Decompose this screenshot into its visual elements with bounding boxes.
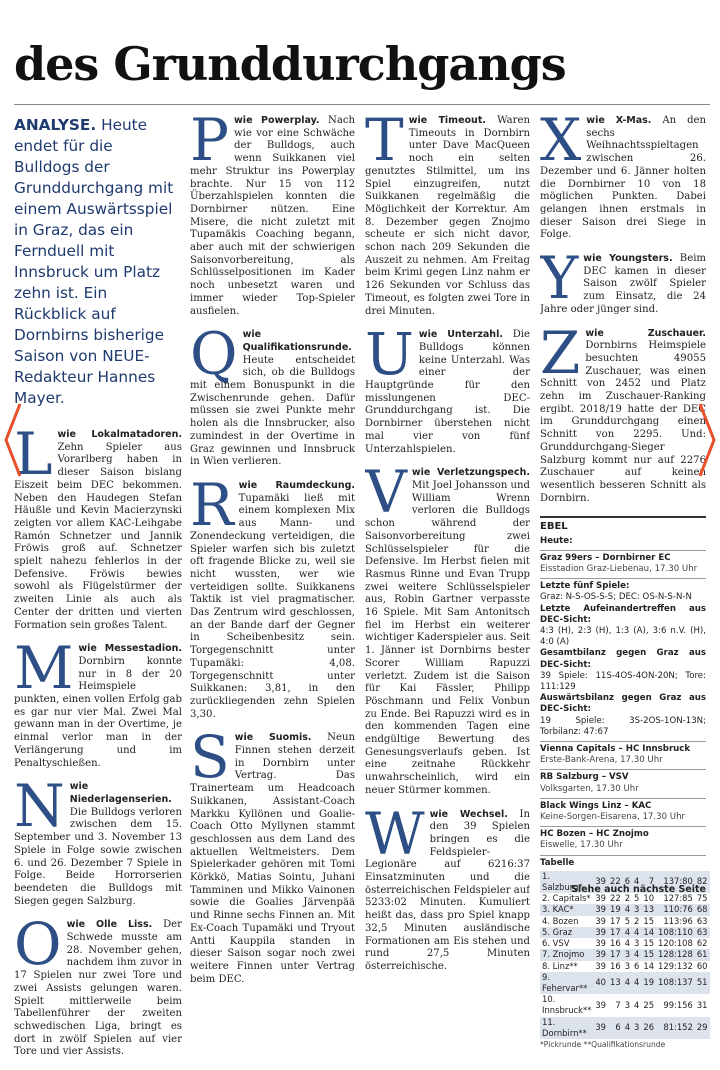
table-cell: 61 <box>696 949 708 960</box>
table-cell: 40 <box>593 972 608 994</box>
table-cell: 19 <box>610 904 621 915</box>
game <box>540 769 706 794</box>
table-cell: 25 <box>643 999 655 1010</box>
entry-y <box>540 253 706 317</box>
table-cell: 39 <box>595 938 607 949</box>
initial-letter: N <box>14 781 65 841</box>
entry-text: An den sechs Weihnachtsspieltagen zwischen 26. Dezember und 6. Jänner holten die Dornbirner 10 von 18 möglichen Punkten. Dabei gelangen ihnen erstmals in dieser Saison drei Siege in Folge. <box>540 115 706 241</box>
entry-text: Die Bulldogs verloren zwischen dem 15. September und 3. November 13 Spiele in Folge sowie zwischen 6. und 26. Dezember 7 Spiele in Folge. Beide Horrorserien beendeten die Bulldogs mit Siegen gegen Salzburg. <box>14 806 182 907</box>
table-cell: 16 <box>610 938 621 949</box>
table-label: Tabelle <box>540 855 706 869</box>
table-cell: 4 <box>634 926 640 937</box>
table-cell: 7 <box>641 871 656 893</box>
entry-keyword: wie Zuschauer. <box>585 327 706 339</box>
column-2 <box>190 115 355 997</box>
today-label: Heute: <box>540 535 573 546</box>
table-cell: 81:152 <box>656 1017 695 1039</box>
entry-s <box>190 732 355 986</box>
initial-letter: S <box>190 732 230 792</box>
table-cell: 108:110 <box>658 926 693 937</box>
table-cell: 17 <box>610 915 621 926</box>
initial-letter: V <box>365 467 407 527</box>
entry-text: Neun Finnen stehen derzeit in Dornbirn unter Vertrag. Das Trainerteam um Headcoach Suikkanen, Assistant-Coach Markku Kyllönen und Goalie-Coach Otto Myllynen stammt geschlossen aus dem Land des aktuellen Weltmeisters. Dem Spielerkader gehören mit Tomi Körkkö, Matias Sointu, Juhani Tamminen und Mikko Vainonen sowie die Goalies Järvenpää und Rinne sechs Finnen an. Mit Ex-Coach Tupamäki und Tryout Antti Kauppila standen in dieser Saison sogar noch zwei weitere Finnen unter Vertrag beim DEC. <box>190 732 355 985</box>
table-team: 9. Fehervar** <box>540 972 593 994</box>
table-team: 4. Bozen <box>542 915 579 926</box>
table-cell: 63 <box>696 926 708 937</box>
ebel-title: EBEL <box>540 516 706 532</box>
table-cell: 39 <box>595 949 607 960</box>
table-cell: 4 <box>632 972 641 994</box>
entry-u <box>365 329 530 456</box>
initial-letter: U <box>365 329 414 389</box>
entry-text: Der Schwede musste am 28. November gehen, nachdem ihm zuvor in 17 Spielen nur zwei Tore und zwei Assists gelungen waren. Spielt mittlerweile beim Tabellenführer der zweiten schwedischen Liga, bringt es dort in zwölf Spielen auf vier Tore und vier Assists. <box>14 919 182 1058</box>
entry-keyword: wie Unterzahl. <box>418 329 503 341</box>
entry-keyword: wie Suomis. <box>234 732 312 744</box>
entry-keyword: wie Niederlagenserien. <box>69 781 172 805</box>
table-cell: 19 <box>641 972 656 994</box>
game-teams: Black Wings Linz – KAC <box>540 800 652 811</box>
table-row <box>540 949 710 960</box>
game-teams: RB Salzburg – VSV <box>540 772 629 783</box>
entry-l <box>14 429 182 632</box>
table-cell: 51 <box>695 972 710 994</box>
table-cell: 62 <box>696 938 708 949</box>
table-cell: 68 <box>696 904 708 915</box>
table-cell: 16 <box>610 960 621 971</box>
entry-p <box>190 115 355 318</box>
initial-letter: Y <box>540 253 579 313</box>
table-cell: 3 <box>624 949 631 960</box>
table-row <box>540 961 710 972</box>
entry-text: Heute entscheidet sich, ob die Bulldogs mit einem Bonuspunkt in die Zwischenrunde gehen. Dafür müssen sie zwei Punkte mehr holen als die Innsbrucker, also zumindest in der Overtime in Graz gewinnen und Innsbruck in Wien verlieren. <box>190 354 355 468</box>
last5-label: Letzte fünf Spiele: <box>540 581 630 592</box>
entry-r <box>190 480 355 721</box>
table-cell: 4 <box>634 999 640 1010</box>
table-cell: 99:156 <box>663 999 693 1010</box>
headline-rule <box>14 104 710 105</box>
entry-x <box>540 115 706 242</box>
table-team: 2. Capitals* <box>542 893 591 904</box>
game <box>540 826 706 851</box>
table-cell: 3 <box>624 960 631 971</box>
entry-keyword: wie X-Mas. <box>586 115 652 126</box>
initial-letter: M <box>14 643 74 703</box>
table-cell: 127:85 <box>663 893 693 904</box>
table-cell: 3 <box>634 938 640 949</box>
entry-z <box>540 328 706 506</box>
table-cell: 4 <box>632 871 641 893</box>
table-cell: 60 <box>696 960 708 971</box>
headline: des Grunddurchgangs <box>14 37 566 91</box>
lead-paragraph <box>14 115 182 409</box>
game <box>540 798 706 823</box>
initial-letter: P <box>190 115 230 174</box>
continue-note: Siehe auch nächste Seite <box>571 884 706 895</box>
entry-text: Dornbirn konnte nur in 8 der 20 Heimspiele punkten, einen vollen Erfolg gab es gar nur vier Mal. Zwei Mal gewann man in der Overtime, je einmal verlor man in der Verlängerung und im Penaltyschießen. <box>14 655 182 769</box>
table-team: 5. Graz <box>540 927 593 938</box>
entry-keyword: wie Powerplay. <box>234 115 320 126</box>
entry-text: Mit Joel Johansson und William Wrenn verloren die Bulldogs schon während der Saisonvorbereitung zwei Schlüsselspieler für die Defensive. Im Herbst fielen mit Rasmus Rinne und Evan Trupp zwei weitere Schlüsselspieler aus, Robin Gartner verpasste 16 Spiele. Mit Sam Antonitsch fiel im Herbst ein weiterer wichtiger Kaderspieler aus. Seit 1. Jänner ist Dornbirns bester Scorer William Rapuzzi verletzt. Zudem ist die Saison für Kai Fässler, Philipp Pöschmann und Felix Vonbun zu Ende. Bei Rapuzzi wird es in den kommenden Tagen eine endgültige Bewertung des Genesungsverlaufs geben. Ist eine zeitnahe Rückkehr unwahrscheinlich, wird ein neuer Stürmer kommen. <box>365 479 530 796</box>
table-cell: 13 <box>608 972 623 994</box>
table-cell: 17 <box>610 926 621 937</box>
lead-label: ANALYSE. <box>14 116 97 134</box>
total-label: Gesamtbilanz gegen Graz aus DEC-Sicht: <box>540 648 706 670</box>
table-cell: 75 <box>696 893 708 904</box>
initial-letter: W <box>365 808 425 868</box>
table-cell: 39 <box>595 960 607 971</box>
table-cell: 110:76 <box>656 904 695 915</box>
table-cell: 5 <box>634 893 640 904</box>
initial-letter: O <box>14 919 62 979</box>
table-footnote: *Pickrunde **Qualifikationsrunde <box>540 1039 666 1049</box>
table-cell: 113:96 <box>663 915 693 926</box>
table-cell: 39 <box>595 893 607 904</box>
entry-n <box>14 781 182 908</box>
table-cell: 4 <box>623 1017 632 1039</box>
table-cell: 15 <box>643 938 655 949</box>
entry-v <box>365 467 530 797</box>
initial-letter: R <box>190 479 234 539</box>
game-teams: Vienna Capitals – HC Innsbruck <box>540 744 691 755</box>
table-row <box>540 927 710 938</box>
table-team: 11. Dornbirn** <box>540 1017 593 1039</box>
table-cell: 5 <box>624 915 631 926</box>
ebel-box <box>540 516 706 1050</box>
total-text: 39 Spiele: 11S-4OS-4ON-20N; Tore: 111:129 <box>540 670 706 693</box>
entry-t <box>365 115 530 318</box>
entry-keyword: wie Lokalmatadoren. <box>57 429 182 440</box>
duels-label: Letzte Aufeinandertreffen aus DEC-Sicht: <box>540 603 706 625</box>
table-row <box>540 972 710 994</box>
table-team: 3. KAC* <box>540 904 593 915</box>
game-teams: HC Bozen – HC Znojmo <box>540 829 649 840</box>
table-row <box>540 1017 710 1039</box>
initial-letter: X <box>540 115 582 174</box>
table-cell: 6 <box>634 960 640 971</box>
table-cell: 82 <box>695 871 710 893</box>
entry-text: Zehn Spieler aus Vorarlberg haben in dieser Saison bislang Eiszeit beim DEC bekommen. Neben den Haudegen Stefan Häußle und Kevin Macierzynski zeigten vor allem KAC-Leihgabe Ramón Schnetzer und Jannik Fröwis groß auf. Schnetzer spielt nahezu fehlerlos in der Defensive. Fröwis bewies sowohl als Flügelstürmer der zweiten Linie als auch als Center der dritten und vierten Formation sein großes Talent. <box>14 441 182 631</box>
table-team: 1. Salzburg* <box>540 871 593 893</box>
table-cell: 6 <box>623 871 632 893</box>
chevron-right-icon <box>696 400 718 480</box>
game-venue: Erste-Bank-Arena, 17.30 Uhr <box>540 755 663 766</box>
table-cell: 22 <box>608 871 623 893</box>
entry-o <box>14 919 182 1059</box>
table-cell: 2 <box>634 915 640 926</box>
table-cell: 4 <box>624 904 631 915</box>
table-cell: 128:128 <box>658 949 693 960</box>
entry-keyword: wie Messestadion. <box>78 643 182 655</box>
table-cell: 15 <box>643 949 655 960</box>
table-cell: 29 <box>695 1017 710 1039</box>
next-page-arrow[interactable] <box>696 400 718 480</box>
table-cell: 129:132 <box>658 960 693 971</box>
table-team: 7. Znojmo <box>540 949 593 960</box>
table-cell: 137:80 <box>656 871 695 893</box>
table-cell: 31 <box>696 999 708 1010</box>
game-teams: Graz 99ers – Dornbirner EC <box>540 552 671 563</box>
duels-text: 4:3 (H), 2:3 (H), 1:3 (A), 3:6 n.V. (H), 4:0 (A) <box>540 626 706 648</box>
game-venue: Keine-Sorgen-Eisarena, 17.30 Uhr <box>540 812 686 823</box>
table-cell: 3 <box>632 1017 641 1039</box>
entry-q <box>190 329 355 469</box>
table-cell: 10 <box>643 893 655 904</box>
initial-letter: Z <box>540 327 581 387</box>
table-row <box>540 938 710 949</box>
table-cell: 63 <box>696 915 708 926</box>
entry-keyword: wie Olle Liss. <box>66 919 153 931</box>
entry-keyword: wie Verletzungspech. <box>411 467 530 479</box>
table-cell: 7 <box>615 999 621 1010</box>
lead-text: Heute endet für die Bulldogs der Grunddurchgang mit einem Auswärtsspiel in Graz, das ein Fernduell mit Innsbruck um Platz zehn ist. Ein Rückblick auf Dornbirns bisherige Saison von NEUE-Redakteur Hannes Mayer. <box>14 116 174 407</box>
table-team: 6. VSV <box>542 938 570 949</box>
table-cell: 108:137 <box>656 972 695 994</box>
entry-keyword: wie Wechsel. <box>429 808 508 820</box>
entry-text: Nach wie vor eine Schwäche der Bulldogs, auch wenn Suikkanen viel mehr Struktur ins Powerplay brachte. Nur 15 von 112 Überzahlspielen konnten die Dornbirner nützen. Eine Misere, die nicht zuletzt mit Tupamäkis Coaching begann, aber auch mit der schwierigen Saisonvorbereitung, als Schlüsselpositionen im Kader noch unbesetzt waren und immer wieder Top-Spieler ausfielen. <box>190 115 355 317</box>
table-team: 10. Innsbruck** <box>542 994 592 1016</box>
table-cell: 2 <box>624 893 631 904</box>
entry-text: Tupamäki ließ mit einem komplexen Mix aus Mann- und Zonendeckung verteidigen, die Spieler warfen sich bis zuletzt oft fragende Blicke zu, weil sie nicht wussten, wer wie verteidigen sollte. Suikkanens Taktik ist viel pragmatischer. Das Zentrum wird geschlossen, an der Bande darf der Gegner in Scheibenbesitz sein. Torgegenschnitt unter Tupamäki: 4,08. Torgegenschnitt unter Suikkanen: 3,81, in den zurückliegenden zehn Spielen 3,30. <box>190 492 355 720</box>
last5-text: Graz: N-S-OS-S-S; DEC: OS-N-S-N-N <box>540 592 692 603</box>
entry-text: Beim DEC kamen in dieser Saison zwölf Spieler zum Einsatz, die 24 Jahre oder jünger sind. <box>540 253 706 315</box>
game-venue: Eiswelle, 17.30 Uhr <box>540 840 623 851</box>
entry-text: In den 39 Spielen bringen es die Feldspieler-Legionäre auf 6216:37 Einsatzminuten und die österreichischen Feldspieler auf 5233:02 Minuten. Kumuliert heißt das, dass pro Spiel knapp 32,5 Minuten ausländische Formationen am Eis stehen und rund 27,5 Minuten österreichische. <box>365 808 530 972</box>
column-4 <box>540 115 706 1050</box>
table-cell: 120:108 <box>658 938 693 949</box>
game <box>540 741 706 766</box>
table-cell: 14 <box>643 926 655 937</box>
entry-keyword: wie Timeout. <box>408 115 486 126</box>
table-cell: 39 <box>595 999 607 1010</box>
table-cell: 39 <box>593 871 608 893</box>
table-cell: 4 <box>623 972 632 994</box>
table-row <box>540 994 710 1016</box>
table-cell: 39 <box>593 1017 608 1039</box>
entry-w <box>365 809 530 974</box>
away-label: Auswärtsbilanz gegen Graz aus DEC-Sicht: <box>540 693 706 715</box>
entry-keyword: wie Youngsters. <box>583 253 673 265</box>
standings-table <box>540 871 710 1039</box>
table-row <box>540 904 710 915</box>
entry-keyword: wie Qualifikationsrunde. <box>242 329 352 353</box>
table-cell: 14 <box>643 960 655 971</box>
entry-m <box>14 643 182 770</box>
table-cell: 4 <box>624 938 631 949</box>
column-3 <box>365 115 530 985</box>
table-team: 8. Linz** <box>542 960 578 971</box>
initial-letter: L <box>14 429 53 488</box>
column-1 <box>14 115 182 1070</box>
table-cell: 26 <box>641 1017 656 1039</box>
previous-page-arrow[interactable] <box>2 400 24 480</box>
table-cell: 4 <box>624 926 631 937</box>
game-venue: Volksgarten, 17.30 Uhr <box>540 783 639 794</box>
table-cell: 3 <box>634 904 640 915</box>
table-cell: 39 <box>595 904 607 915</box>
table-cell: 13 <box>643 904 655 915</box>
table-cell: 4 <box>634 949 640 960</box>
entry-text: Waren Timeouts in Dornbirn unter Dave MacQueen noch ein selten genutztes Stilmittel, um ins Spiel einzugreifen, nutzt Suikkanen regelmäßig die Möglichkeit der Korrektur. Am 8. Dezember gegen Znojmo scheute er sich nicht davor, schon nach 209 Sekunden die Auszeit zu nehmen. Am Freitag beim Krimi gegen Linz nahm er 126 Sekunden vor Schluss das Timeout, es folgten zwei Tore in drei Minuten. <box>365 115 530 317</box>
table-cell: 17 <box>610 949 621 960</box>
table-cell: 22 <box>610 893 621 904</box>
table-cell: 3 <box>624 999 631 1010</box>
game-venue: Eisstadion Graz-Liebenau, 17.30 Uhr <box>540 564 698 574</box>
entry-keyword: wie Raumdeckung. <box>238 479 355 491</box>
table-cell: 39 <box>595 926 607 937</box>
table-cell: 15 <box>643 915 655 926</box>
initial-letter: T <box>365 115 404 174</box>
entry-text: Dornbirns Heimspiele besuchten 49055 Zuschauer, was einen Schnitt von 2452 und Platz zehn im Zuschauer-Ranking ergibt. 2018/19 hatte der DEC im Grunddurchgang einen Schnitt von 2295. Und: Grunddurchgang-Sieger Salzburg kommt nur auf 2276 Zuschauer auf keinen wesentlich besseren Schnitt als Dornbirn. <box>540 340 706 504</box>
table-cell: 6 <box>608 1017 623 1039</box>
table-cell: 39 <box>595 915 607 926</box>
stats-block <box>540 578 706 738</box>
main-game <box>540 550 706 575</box>
away-text: 19 Spiele: 3S-2OS-1ON-13N; Torbilanz: 47:67 <box>540 715 706 737</box>
table-row <box>540 916 710 927</box>
entry-text: Die Bulldogs können keine Unterzahl. Was einer der Hauptgründe für den misslungenen DEC-Grunddurchgang ist. Die Dornbirner überstehen nicht mal vier von fünf Unterzahlspielen. <box>365 329 530 455</box>
initial-letter: Q <box>190 329 238 389</box>
chevron-left-icon <box>2 400 24 480</box>
